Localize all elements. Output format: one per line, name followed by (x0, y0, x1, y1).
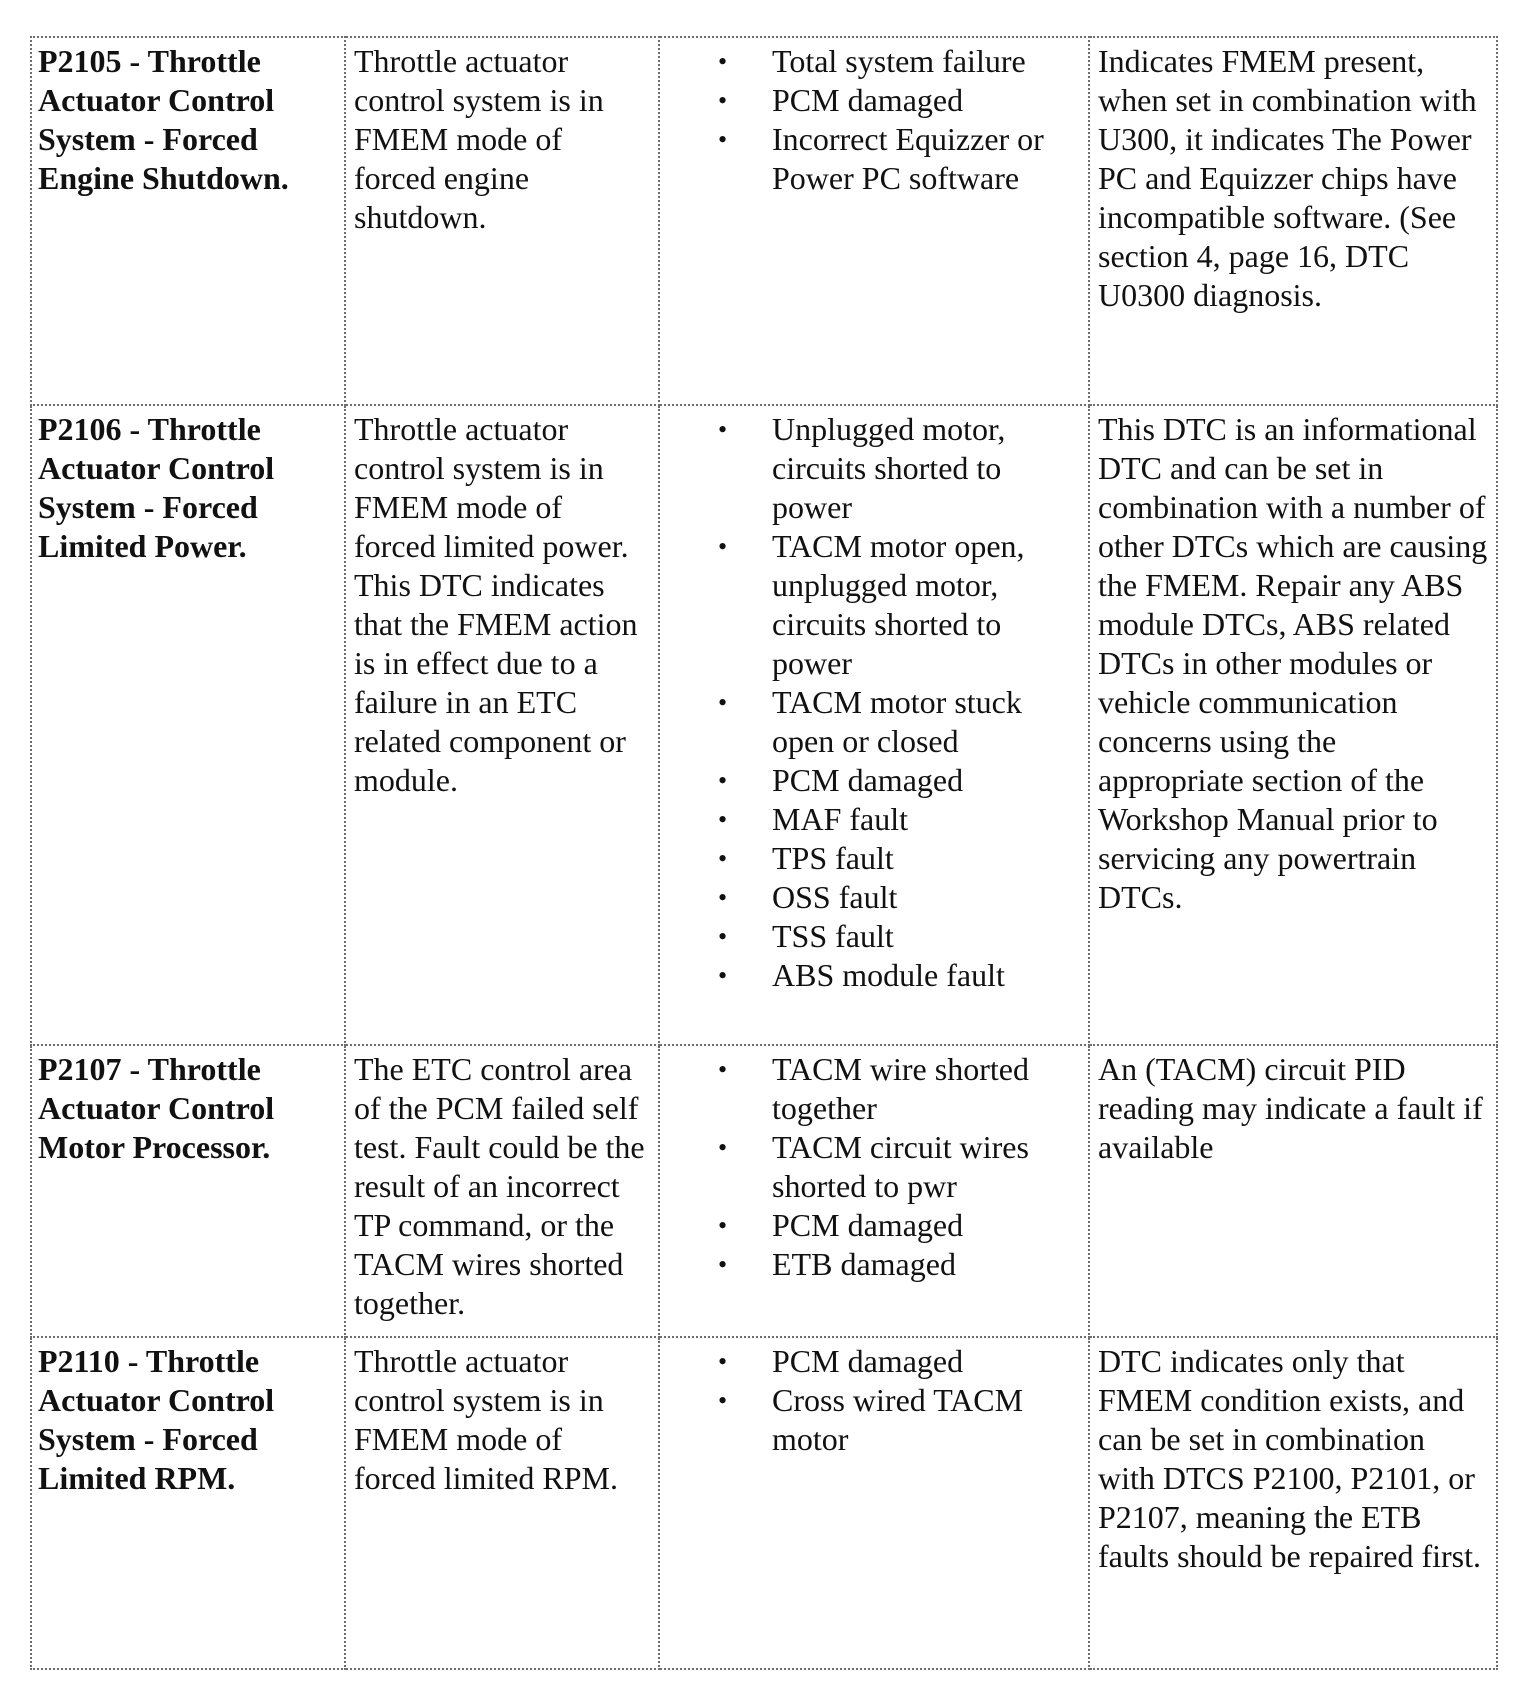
list-item: • TACM motor stuck open or closed (660, 683, 1084, 761)
list-item: • ETB damaged (660, 1245, 1084, 1284)
notes-cell: This DTC is an informational DTC and can be set in combination with a number of other DTCs which are causing the FMEM. Repair any ABS module DTCs, ABS related DTCs in other modules or vehicle communication concerns using the appropriate section of the Workshop Manual prior to servicing any powertrain DTCs. (1089, 405, 1497, 1045)
notes-cell: DTC indicates only that FMEM condition exists, and can be set in combination with DTCS P2100, P2101, or P2107, meaning the ETB faults should be repaired first. (1089, 1337, 1497, 1669)
description-cell: Throttle actuator control system is in FMEM mode of forced limited RPM. (345, 1337, 659, 1669)
causes-list (660, 1050, 1084, 1284)
list-item: • TACM circuit wires shorted to pwr (660, 1128, 1084, 1206)
description-cell: Throttle actuator control system is in FMEM mode of forced engine shutdown. (345, 37, 659, 405)
table-row (31, 405, 1497, 1045)
list-item: • TSS fault (660, 917, 1084, 956)
list-item: • PCM damaged (660, 761, 1084, 800)
dtc-table (30, 36, 1498, 1670)
description-cell: The ETC control area of the PCM failed self test. Fault could be the result of an incorrect TP command, or the TACM wires shorted together. (345, 1045, 659, 1337)
list-item: • OSS fault (660, 878, 1084, 917)
list-item: • PCM damaged (660, 1206, 1084, 1245)
dtc-code-cell: P2110 - Throttle Actuator Control System - Forced Limited RPM. (31, 1337, 345, 1669)
causes-list (660, 1342, 1084, 1459)
notes-cell: Indicates FMEM present, when set in combination with U300, it indicates The Power PC and Equizzer chips have incompatible software. (See section 4, page 16, DTC U0300 diagnosis. (1089, 37, 1497, 405)
list-item: • PCM damaged (660, 81, 1084, 120)
list-item: • MAF fault (660, 800, 1084, 839)
description-cell: Throttle actuator control system is in FMEM mode of forced limited power. This DTC indicates that the FMEM action is in effect due to a failure in an ETC related component or module. (345, 405, 659, 1045)
list-item: • Total system failure (660, 42, 1084, 81)
list-item: • ABS module fault (660, 956, 1084, 995)
causes-list (660, 42, 1084, 198)
list-item: • TPS fault (660, 839, 1084, 878)
possible-causes-cell (659, 37, 1089, 405)
list-item: • Incorrect Equizzer or Power PC software (660, 120, 1084, 198)
possible-causes-cell (659, 1045, 1089, 1337)
list-item: • TACM motor open, unplugged motor, circuits shorted to power (660, 527, 1084, 683)
possible-causes-cell (659, 405, 1089, 1045)
list-item: • Cross wired TACM motor (660, 1381, 1084, 1459)
table-row (31, 37, 1497, 405)
dtc-code-cell: P2106 - Throttle Actuator Control System - Forced Limited Power. (31, 405, 345, 1045)
notes-cell: An (TACM) circuit PID reading may indicate a fault if available (1089, 1045, 1497, 1337)
table-row (31, 1337, 1497, 1669)
possible-causes-cell (659, 1337, 1089, 1669)
causes-list (660, 410, 1084, 995)
list-item: • PCM damaged (660, 1342, 1084, 1381)
list-item: • Unplugged motor, circuits shorted to power (660, 410, 1084, 527)
table-row (31, 1045, 1497, 1337)
dtc-code-cell: P2107 - Throttle Actuator Control Motor Processor. (31, 1045, 345, 1337)
dtc-code-cell: P2105 - Throttle Actuator Control System - Forced Engine Shutdown. (31, 37, 345, 405)
list-item: • TACM wire shorted together (660, 1050, 1084, 1128)
